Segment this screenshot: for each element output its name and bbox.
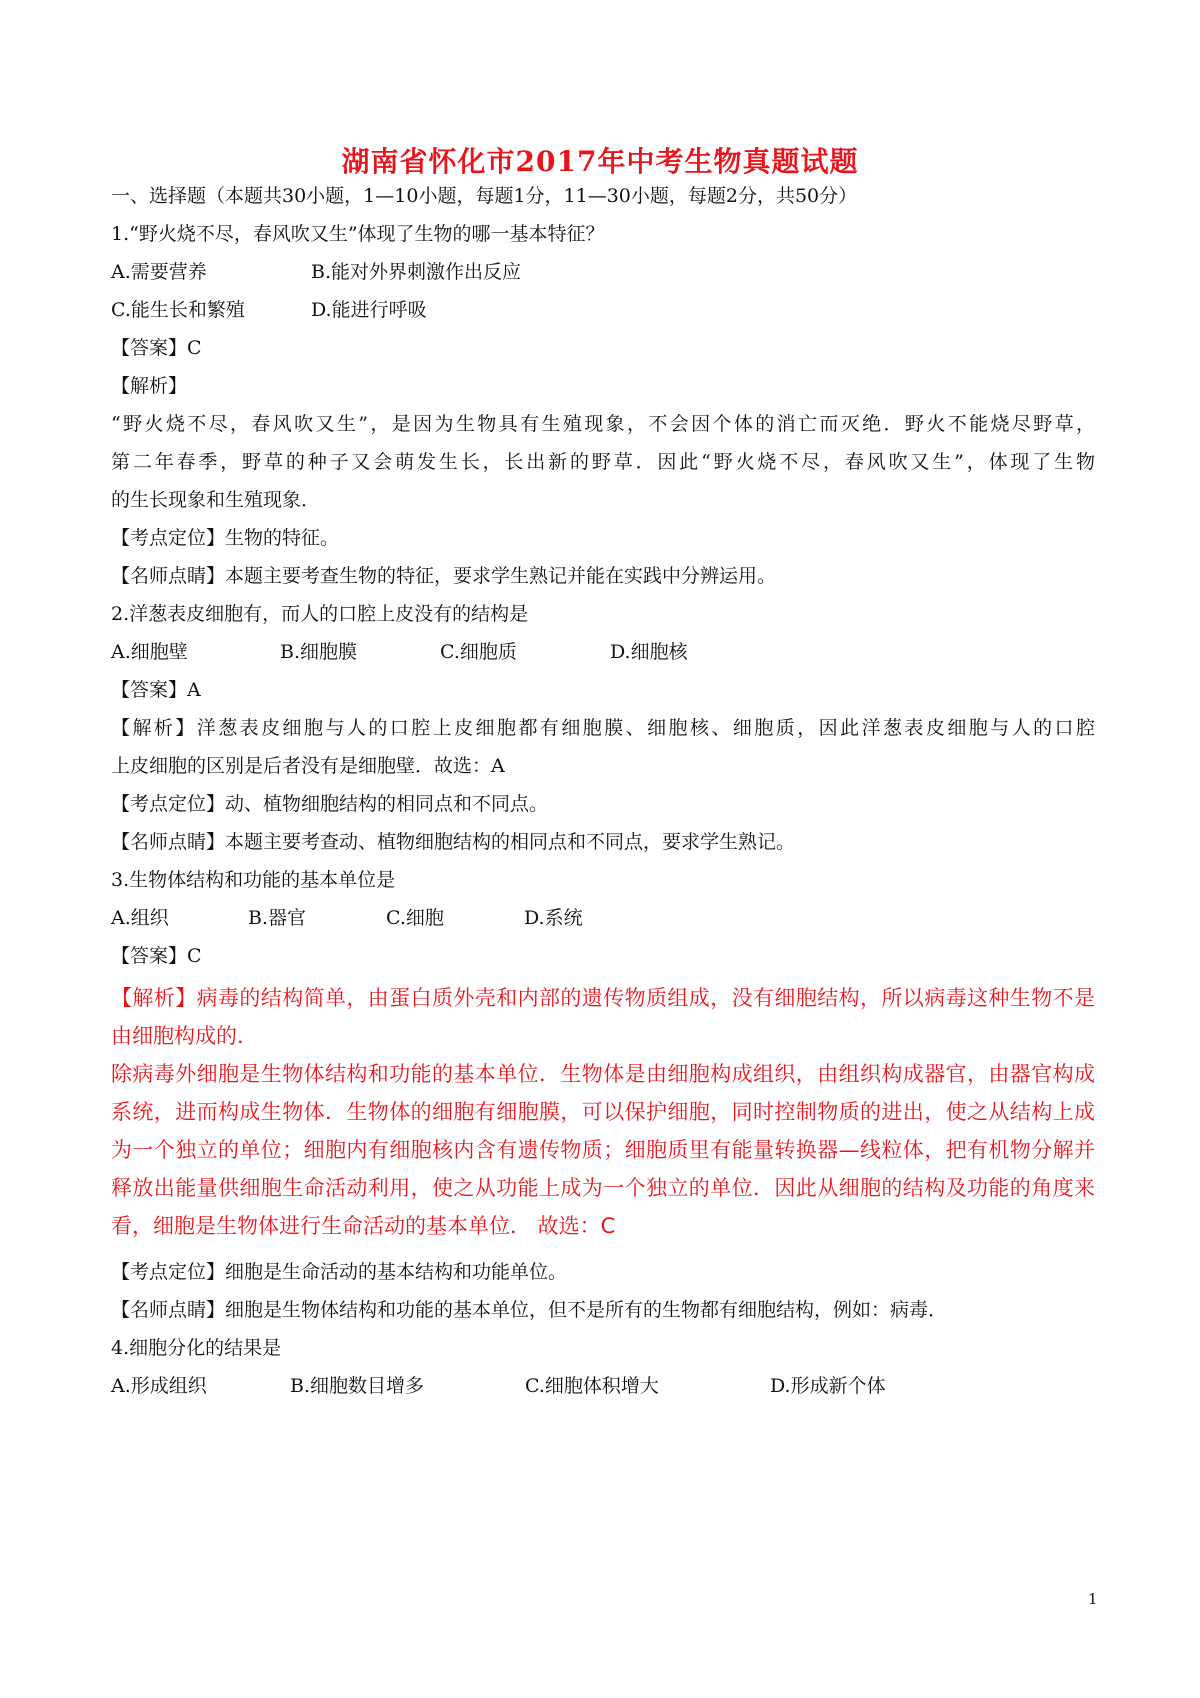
page-number: 1	[1088, 1590, 1098, 1608]
q2-teacher-tip: 【名师点睛】本题主要考查动、植物细胞结构的相同点和不同点，要求学生熟记。	[111, 831, 796, 853]
question-3-stem: 3.生物体结构和功能的基本单位是	[111, 869, 396, 891]
q2-option-b: B.细胞膜	[280, 641, 358, 663]
q4-option-a: A.形成组织	[111, 1375, 207, 1397]
q3-analysis-line: 除病毒外细胞是生物体结构和功能的基本单位．生物体是由细胞构成组织，由组织构成器官，由器官构成	[111, 1062, 1095, 1086]
q3-analysis-line: 系统，进而构成生物体．生物体的细胞有细胞膜，可以保护细胞，同时控制物质的进出，使之从结构上成	[111, 1100, 1095, 1124]
q2-option-d: D.细胞核	[610, 641, 688, 663]
question-4-stem: 4.细胞分化的结果是	[111, 1337, 282, 1359]
q1-answer: 【答案】C	[111, 337, 202, 359]
q4-option-d: D.形成新个体	[770, 1375, 886, 1397]
q2-knowledge-point: 【考点定位】动、植物细胞结构的相同点和不同点。	[111, 793, 549, 815]
q1-analysis-line: 第二年春季，野草的种子又会萌发生长，长出新的野草．因此“野火烧不尽，春风吹又生”，体现了生物	[111, 451, 1095, 473]
q4-option-c: C.细胞体积增大	[525, 1375, 659, 1397]
q1-option-b: B.能对外界刺激作出反应	[311, 261, 522, 283]
q1-teacher-tip: 【名师点睛】本题主要考查生物的特征，要求学生熟记并能在实践中分辨运用。	[111, 565, 777, 587]
section-heading: 一、选择题（本题共30小题，1—10小题，每题1分，11—30小题，每题2分，共50分）	[111, 185, 858, 207]
q2-option-a: A.细胞壁	[111, 641, 188, 663]
q3-option-d: D.系统	[524, 907, 583, 929]
q3-option-b: B.器官	[248, 907, 307, 929]
q3-knowledge-point: 【考点定位】细胞是生命活动的基本结构和功能单位。	[111, 1261, 568, 1283]
q2-analysis-line: 【解析】洋葱表皮细胞与人的口腔上皮细胞都有细胞膜、细胞核、细胞质，因此洋葱表皮细胞与人的口腔	[111, 717, 1095, 739]
q1-option-c: C.能生长和繁殖	[111, 299, 245, 321]
q3-answer: 【答案】C	[111, 945, 202, 967]
page-title: 湖南省怀化市2017年中考生物真题试题	[341, 145, 859, 178]
q1-analysis-line: “野火烧不尽，春风吹又生”，是因为生物具有生殖现象，不会因个体的消亡而灭绝．野火不能烧尽野草，	[111, 413, 1095, 435]
q1-analysis-line: 的生长现象和生殖现象．	[111, 489, 321, 511]
question-2-stem: 2.洋葱表皮细胞有，而人的口腔上皮没有的结构是	[111, 603, 529, 625]
q3-analysis-line: 释放出能量供细胞生命活动利用，使之从功能上成为一个独立的单位．因此从细胞的结构及功能的角度来	[111, 1176, 1095, 1200]
q3-option-c: C.细胞	[386, 907, 444, 929]
q1-knowledge-point: 【考点定位】生物的特征。	[111, 527, 340, 549]
q3-analysis-line: 【解析】病毒的结构简单，由蛋白质外壳和内部的遗传物质组成，没有细胞结构，所以病毒这种生物不是	[111, 986, 1095, 1010]
q4-option-b: B.细胞数目增多	[290, 1375, 425, 1397]
q1-option-a: A.需要营养	[111, 261, 207, 283]
q3-option-a: A.组织	[111, 907, 169, 929]
q3-analysis-line: 为一个独立的单位；细胞内有细胞核内含有遗传物质；细胞质里有能量转换器—线粒体，把有机物分解并	[111, 1138, 1095, 1162]
q2-option-c: C.细胞质	[440, 641, 517, 663]
q2-analysis-line: 上皮细胞的区别是后者没有是细胞壁．故选：A	[111, 755, 505, 777]
q3-analysis-line: 看，细胞是生物体进行生命活动的基本单位． 故选：C	[111, 1214, 616, 1238]
question-1-stem: 1.“野火烧不尽，春风吹又生”体现了生物的哪一基本特征？	[111, 223, 605, 245]
q3-teacher-tip: 【名师点睛】细胞是生物体结构和功能的基本单位，但不是所有的生物都有细胞结构，例如：病毒．	[111, 1299, 948, 1321]
q3-analysis-line: 由细胞构成的．	[111, 1024, 258, 1048]
q1-option-d: D.能进行呼吸	[311, 299, 427, 321]
q2-answer: 【答案】A	[111, 679, 201, 701]
q1-analysis-label: 【解析】	[111, 375, 188, 397]
